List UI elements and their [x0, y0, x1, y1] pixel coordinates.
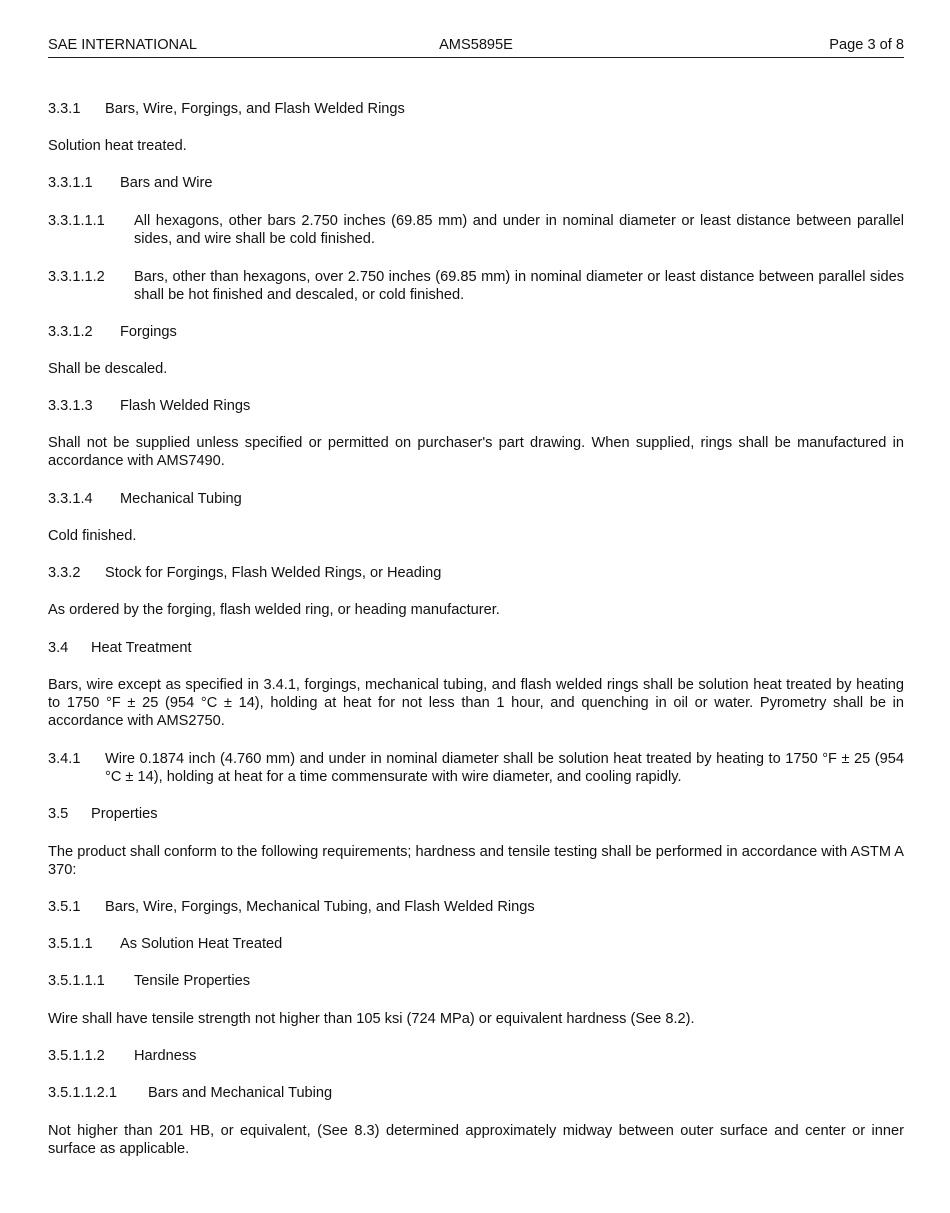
clause-3-4-1	[48, 750, 904, 786]
section-number: 3.3.2	[48, 565, 81, 581]
clause-text: All hexagons, other bars 2.750 inches (69.85 mm) and under in nominal diameter or least distance between parallel sides, and wire shall be cold finished.	[134, 213, 904, 247]
section-heading-3-3-2	[48, 564, 904, 582]
section-heading-3-5-1-1	[48, 935, 904, 953]
section-title: Properties	[91, 806, 158, 822]
page-of-label: of	[879, 37, 892, 53]
section-title: Forgings	[120, 324, 177, 340]
clause-number: 3.3.1.1.1	[48, 213, 105, 229]
header-organization: SAE INTERNATIONAL	[48, 37, 197, 53]
section-title: Bars, Wire, Forgings, Mechanical Tubing, and Flash Welded Rings	[105, 899, 535, 915]
page-current: 3	[867, 37, 876, 53]
section-number: 3.5.1.1.2	[48, 1048, 105, 1064]
header-page-indicator	[829, 36, 904, 54]
section-number: 3.5.1.1.2.1	[48, 1085, 117, 1101]
paragraph-3-3-1-4: Cold finished.	[48, 528, 137, 544]
section-title: As Solution Heat Treated	[120, 936, 283, 952]
clause-text: Bars, other than hexagons, over 2.750 inches (69.85 mm) in nominal diameter or least distance between parallel sides shall be hot finished and descaled, or cold finished.	[134, 269, 904, 303]
page-total: 8	[895, 37, 904, 53]
section-number: 3.4	[48, 640, 69, 656]
section-heading-3-3-1-3	[48, 397, 904, 415]
section-heading-3-3-1-4	[48, 490, 904, 508]
clause-3-3-1-1-1	[48, 212, 904, 248]
paragraph-3-3-2: As ordered by the forging, flash welded ring, or heading manufacturer.	[48, 602, 500, 618]
section-number: 3.3.1.4	[48, 491, 93, 507]
section-number: 3.3.1.1	[48, 175, 93, 191]
section-number: 3.5.1.1.1	[48, 973, 105, 989]
section-heading-3-5-1-1-2	[48, 1047, 904, 1065]
section-heading-3-5-1	[48, 898, 904, 916]
clause-number: 3.3.1.1.2	[48, 269, 105, 285]
section-title: Bars and Wire	[120, 175, 213, 191]
clause-number: 3.4.1	[48, 751, 81, 767]
paragraph-3-5-1-1-1: Wire shall have tensile strength not higher than 105 ksi (724 MPa) or equivalent hardness (See 8.2).	[48, 1011, 695, 1027]
section-heading-3-3-1-1	[48, 174, 904, 192]
section-title: Bars, Wire, Forgings, and Flash Welded Rings	[105, 101, 405, 117]
paragraph-3-5: The product shall conform to the following requirements; hardness and tensile testing shall be performed in accordance with ASTM A 370:	[48, 844, 904, 878]
clause-3-3-1-1-2	[48, 268, 904, 304]
paragraph-3-4: Bars, wire except as specified in 3.4.1, forgings, mechanical tubing, and flash welded rings shall be solution heat treated by heating to 1750 °F ± 25 (954 °C ± 14), holding at heat for not less than 1 hour, and quenching in oil or water. Pyrometry shall be in accordance with AMS2750.	[48, 677, 904, 729]
section-number: 3.5	[48, 806, 69, 822]
section-heading-3-5-1-1-2-1	[48, 1084, 904, 1102]
section-title: Flash Welded Rings	[120, 398, 251, 414]
paragraph-3-3-1-3: Shall not be supplied unless specified or permitted on purchaser's part drawing. When supplied, rings shall be manufactured in accordance with AMS7490.	[48, 435, 904, 469]
section-number: 3.5.1	[48, 899, 81, 915]
section-number: 3.3.1.3	[48, 398, 93, 414]
section-title: Hardness	[134, 1048, 197, 1064]
paragraph-3-5-1-1-2-1: Not higher than 201 HB, or equivalent, (See 8.3) determined approximately midway between outer surface and center or inner surface as applicable.	[48, 1123, 904, 1157]
section-heading-3-3-1	[48, 100, 904, 118]
section-title: Bars and Mechanical Tubing	[148, 1085, 333, 1101]
paragraph-3-3-1-2: Shall be descaled.	[48, 361, 168, 377]
header-document-number: AMS5895E	[439, 37, 513, 53]
section-number: 3.3.1.2	[48, 324, 93, 340]
section-heading-3-4	[48, 639, 904, 657]
page-label: Page	[829, 37, 864, 53]
page-header	[48, 36, 904, 58]
document-page	[48, 0, 904, 1213]
section-title: Mechanical Tubing	[120, 491, 242, 507]
section-number: 3.3.1	[48, 101, 81, 117]
paragraph-3-3-1: Solution heat treated.	[48, 138, 187, 154]
section-title: Heat Treatment	[91, 640, 192, 656]
section-heading-3-3-1-2	[48, 323, 904, 341]
section-title: Tensile Properties	[134, 973, 250, 989]
clause-text: Wire 0.1874 inch (4.760 mm) and under in nominal diameter shall be solution heat treated by heating to 1750 °F ± 25 (954 °C ± 14), holding at heat for a time commensurate with wire diameter, and cooling rapidly.	[105, 751, 904, 785]
section-title: Stock for Forgings, Flash Welded Rings, or Heading	[105, 565, 442, 581]
section-heading-3-5	[48, 805, 904, 823]
section-number: 3.5.1.1	[48, 936, 93, 952]
section-heading-3-5-1-1-1	[48, 972, 904, 990]
